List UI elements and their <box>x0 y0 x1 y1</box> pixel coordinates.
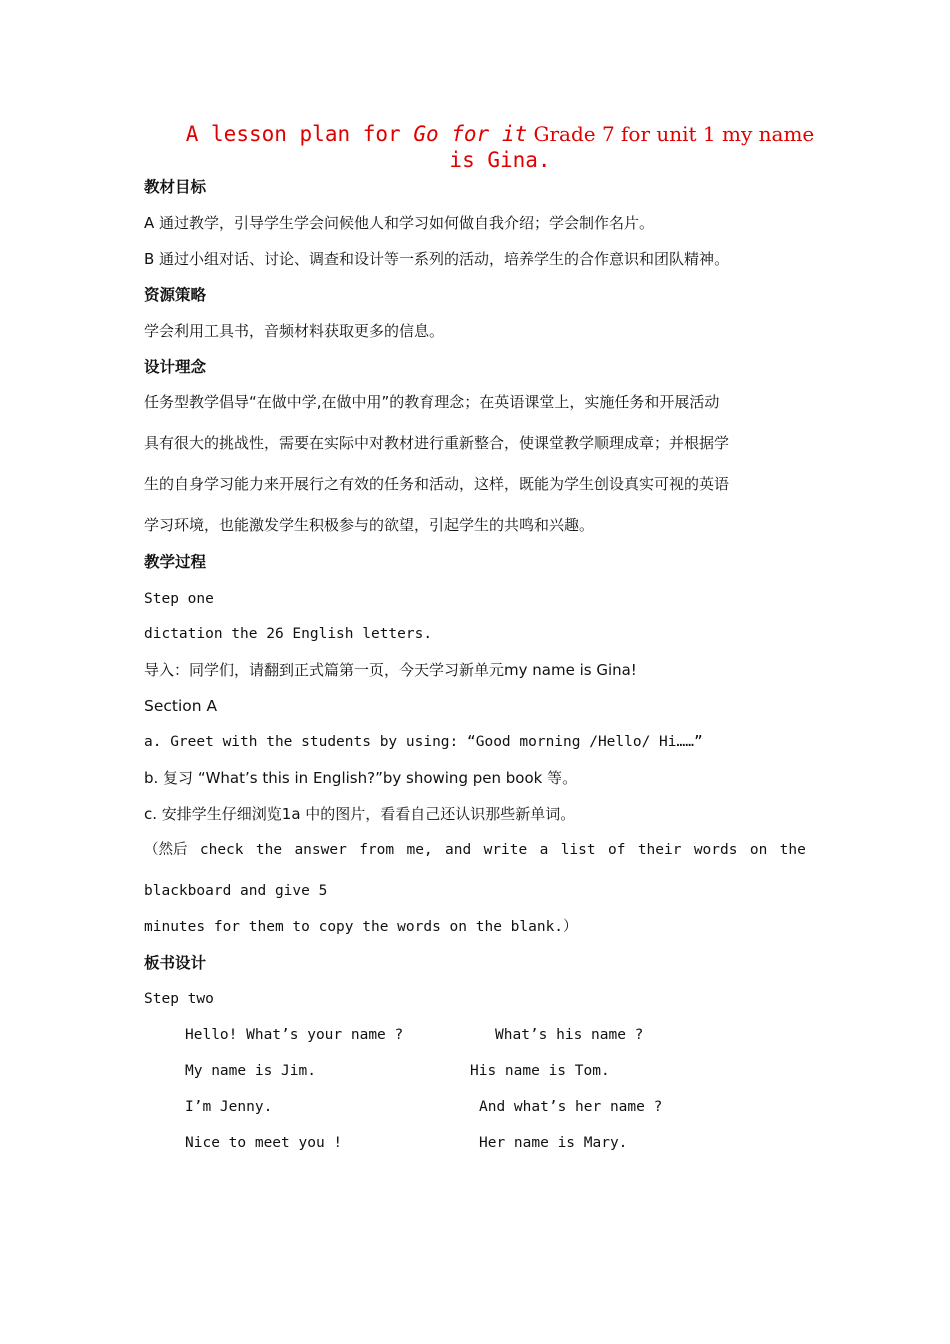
title-italic-text: Go for it <box>413 122 528 146</box>
title-line-2: is Gina. <box>449 148 551 172</box>
board-right-line: And what’s her name ? <box>479 1099 663 1115</box>
word: write <box>483 842 528 858</box>
word: words <box>693 842 738 858</box>
dictation-text: dictation the 26 English letters. <box>144 626 433 642</box>
word: from <box>359 842 395 858</box>
paren-line-1 <box>144 840 806 860</box>
title-line-1 <box>145 121 855 147</box>
resource-text: 学会利用工具书，音频材料获取更多的信息。 <box>144 322 445 340</box>
concept-line: 任务型教学倡导“在做中学,在做中用”的教育理念；在英语课堂上，实施任务和开展活动 <box>144 393 720 411</box>
item-c: c. 安排学生仔细浏览1a 中的图片，看看自己还认识那些新单词。 <box>144 805 576 823</box>
item-b: b. 复习 “What’s this in English?”by showing pen book 等。 <box>144 769 578 787</box>
concept-heading: 设计理念 <box>144 358 207 376</box>
step-one: Step one <box>144 591 214 607</box>
board-left-line: I’m Jenny. <box>185 1099 273 1115</box>
document-title <box>145 121 855 173</box>
paren-line-3: minutes for them to copy the words on the blank.） <box>144 919 578 935</box>
paren-line-2: blackboard and give 5 <box>144 883 328 899</box>
concept-line: 生的自身学习能力来开展行之有效的任务和活动，这样，既能为学生创设真实可视的英语 <box>144 475 730 493</box>
word: a <box>539 842 549 858</box>
section-a-label: Section A <box>144 697 218 715</box>
concept-line: 具有很大的挑战性，需要在实际中对教材进行重新整合，使课堂教学顺理成章；并根据学 <box>144 434 730 452</box>
word: （然后 <box>144 842 188 858</box>
board-left-line: Hello! What’s your name ? <box>185 1027 404 1043</box>
board-right-line: His name is Tom. <box>470 1063 610 1079</box>
board-heading: 板书设计 <box>144 954 207 972</box>
process-heading: 教学过程 <box>144 553 207 571</box>
board-left-line: Nice to meet you ! <box>185 1135 343 1151</box>
board-left-line: My name is Jim. <box>185 1063 316 1079</box>
word: and <box>445 842 472 858</box>
step-two: Step two <box>144 991 214 1007</box>
title-text-2: Grade 7 for unit 1 my name <box>527 122 815 146</box>
word: me, <box>406 842 433 858</box>
word: the <box>779 842 806 858</box>
title-text-1: A lesson plan for <box>185 122 414 146</box>
word: list <box>560 842 596 858</box>
goal-a: A 通过教学，引导学生学会问候他人和学习如何做自我介绍；学会制作名片。 <box>144 214 655 232</box>
word: check <box>199 842 244 858</box>
resource-heading: 资源策略 <box>144 286 207 304</box>
item-a: a. Greet with the students by using: “Good morning /Hello/ Hi……” <box>144 734 703 750</box>
word: answer <box>294 842 347 858</box>
intro-text: 导入：同学们，请翻到正式篇第一页，今天学习新单元my name is Gina! <box>144 661 637 679</box>
word: on <box>749 842 768 858</box>
goal-b: B 通过小组对话、讨论、调查和设计等一系列的活动，培养学生的合作意识和团队精神。 <box>144 250 730 268</box>
goals-heading: 教材目标 <box>144 178 207 196</box>
board-right-line: What’s his name ? <box>495 1027 644 1043</box>
concept-line: 学习环境，也能激发学生积极参与的欲望，引起学生的共鸣和兴趣。 <box>144 516 595 534</box>
word: their <box>637 842 682 858</box>
word: of <box>607 842 626 858</box>
board-right-line: Her name is Mary. <box>479 1135 628 1151</box>
word: the <box>255 842 283 858</box>
